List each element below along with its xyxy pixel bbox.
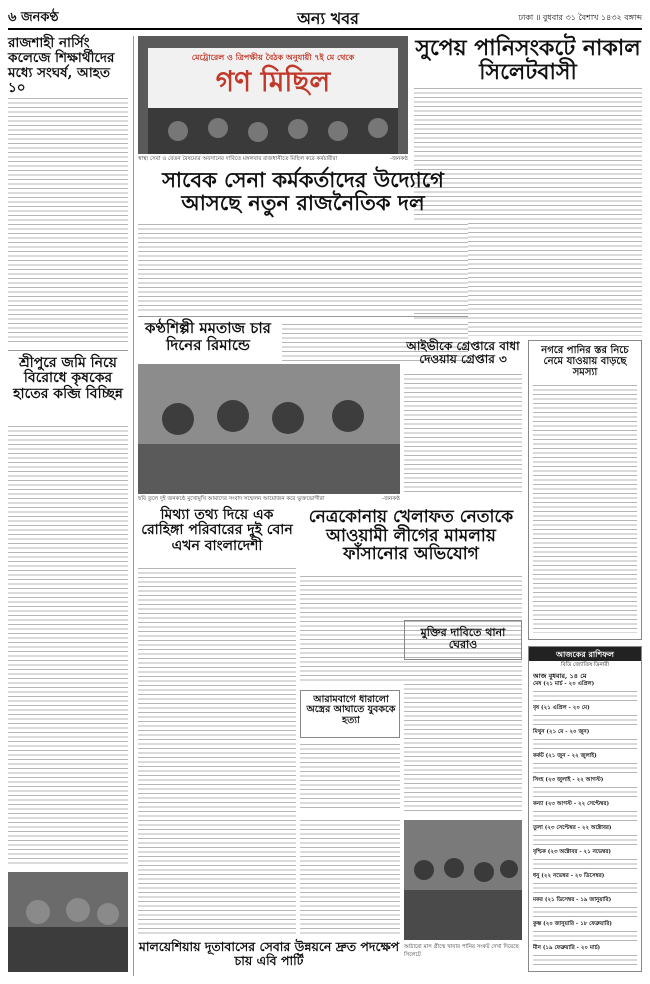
headline-sreepur: শ্রীপুরে জমি নিয়ে বিরোধে কৃষকের হাতের কব্জি বিচ্ছিন্ন bbox=[13, 355, 123, 402]
horoscope-sign: বৃষ (২১ এপ্রিল - ২০ মে) bbox=[533, 705, 637, 729]
horoscope-date: আজ বুধবার, ১৪ মে bbox=[533, 672, 587, 680]
photo-left-bottom-image bbox=[8, 872, 128, 972]
headline-mamtaz: কণ্ঠশিল্পী মমতাজ চার দিনের রিমান্ডে bbox=[145, 319, 271, 354]
photo-left-bottom bbox=[8, 872, 128, 972]
dateline: ঢাকা ॥ বুধবার ৩১ বৈশাখ ১৪৩২ বঙ্গাব্দ bbox=[518, 13, 642, 22]
page-number: ৬ জনকণ্ঠ bbox=[8, 10, 59, 25]
horoscope-sign: তুলা (২৩ সেপ্টেম্বর - ২২ অক্টোবর) bbox=[533, 825, 637, 849]
headline-murder: আরামবাগে ধারালো অস্ত্রের আঘাতে যুবককে হত্যা bbox=[306, 694, 396, 726]
headline-release: মুক্তির দাবিতে থানা ঘেরাও bbox=[420, 626, 506, 652]
banner-headline-main: গণ মিছিল bbox=[215, 65, 331, 98]
press-credit: -জনকণ্ঠ bbox=[382, 496, 400, 502]
horoscope-sign: কন্যা (২৩ আগস্ট - ২২ সেপ্টেম্বর) bbox=[533, 801, 637, 825]
body-rohingya bbox=[138, 566, 296, 936]
horoscope-subtitle: বিডি জ্যোতিষ ডিনারী bbox=[561, 662, 609, 668]
column-rule bbox=[133, 36, 134, 976]
body-new-party bbox=[138, 222, 468, 312]
divider bbox=[138, 316, 468, 317]
horoscope-sign: ধনু (২২ নভেম্বর - ২০ ডিসেম্বর) bbox=[533, 873, 637, 897]
horoscope-sign: মীন (১৯ ফেব্রুয়ারি - ২০ মার্চ) bbox=[533, 945, 637, 969]
photo-press-conference bbox=[138, 364, 400, 494]
press-caption: ছবি তুলে দুই জনকণ্ঠে মুখোমুখি আমাদের সংবাদ সম্মেলন আয়োজন করে ভুক্তভোগীরা bbox=[138, 496, 325, 502]
water-caption: আঠারো মাস গ্রীষ্মে খাবার পানির সংকট দেখা দিয়েছে সিলেটে bbox=[404, 944, 519, 958]
box-horoscope bbox=[528, 646, 642, 972]
headline-nursing: রাজশাহী নার্সিং কলেজে শিক্ষার্থীদের মধ্যে সংঘর্ষ, আহত ১০ bbox=[8, 35, 115, 96]
body-release bbox=[404, 664, 522, 814]
water-photo-image bbox=[404, 820, 522, 940]
headline-river: নগরে পানির স্তর নিচে নেমে যাওয়ায় বাড়ছে সমস্যা bbox=[541, 345, 629, 378]
body-ivf bbox=[404, 372, 522, 492]
headline-malaysia: মালয়েশিয়ায় দূতাবাসের সেবার উন্নয়নে দ্রুত পদক্ষেপ চায় এবি পার্টি bbox=[138, 939, 400, 968]
horoscope-sign: সিংহ (২৩ জুলাই - ২২ আগস্ট) bbox=[533, 777, 637, 801]
banner-caption: স্বাস্থ্য সেবা ও বেতন বৈষম্যের অবসানের দাবিতে মঙ্গলবার রাজধানীতে মিছিল করে কর্মচারীরা bbox=[138, 156, 338, 162]
horoscope-sign: মকর (২১ ডিসেম্বর - ১৯ জানুয়ারি) bbox=[533, 897, 637, 921]
section-title: অন্য খবর bbox=[297, 9, 359, 28]
press-photo-image bbox=[138, 364, 400, 494]
headline-netrokona: নেত্রকোনায় খেলাফত নেতাকে আওয়ামী লীগের মামলায় ফাঁসানোর অভিযোগ bbox=[308, 507, 514, 565]
headline-new-party: সাবেক সেনা কর্মকর্তাদের উদ্যোগে আসছে নতুন রাজনৈতিক দল bbox=[162, 167, 444, 216]
masthead bbox=[8, 6, 642, 30]
headline-ivf: আইভীকে গ্রেপ্তারে বাধা দেওয়ায় গ্রেপ্তার ৩ bbox=[406, 339, 520, 367]
horoscope-title: আজকের রাশিফল bbox=[529, 647, 641, 661]
box-release bbox=[404, 620, 522, 660]
body-malaysia bbox=[300, 818, 400, 934]
body-sreepur bbox=[8, 424, 128, 864]
horoscope-sign: কর্কট (২১ জুন - ২২ জুলাই) bbox=[533, 753, 637, 777]
body-murder bbox=[300, 742, 400, 810]
banner-credit: -জনকণ্ঠ bbox=[390, 156, 408, 162]
photo-banner bbox=[138, 36, 408, 154]
horoscope-sign: বৃশ্চিক (২৩ অক্টোবর - ২১ নভেম্বর) bbox=[533, 849, 637, 873]
horoscope-sign: কুম্ভ (২০ জানুয়ারি - ১৮ ফেব্রুয়ারি) bbox=[533, 921, 637, 945]
banner-headline-top: মেট্রোরেল ও ত্রিপক্ষীয় বৈঠক অনুযায়ী ৭ই মে থেকে bbox=[191, 52, 355, 62]
photo-water-queue bbox=[404, 820, 522, 940]
horoscope-signs bbox=[533, 681, 637, 969]
headline-sylhet: সুপেয় পানিসংকটে নাকাল সিলেটবাসী bbox=[415, 35, 641, 86]
box-murder bbox=[300, 690, 400, 738]
headline-rohingya: মিথ্যা তথ্য দিয়ে এক রোহিঙ্গা পরিবারের দুই বোন এখন বাংলাদেশী bbox=[141, 507, 293, 554]
body-river bbox=[533, 383, 637, 633]
horoscope-sign: মেষ (২১ মার্চ - ২০ এপ্রিল) bbox=[533, 681, 637, 705]
divider bbox=[8, 350, 128, 351]
horoscope-sign: মিথুন (২১ মে - ২০ জুন) bbox=[533, 729, 637, 753]
box-river bbox=[528, 340, 642, 640]
body-nursing bbox=[8, 96, 128, 344]
